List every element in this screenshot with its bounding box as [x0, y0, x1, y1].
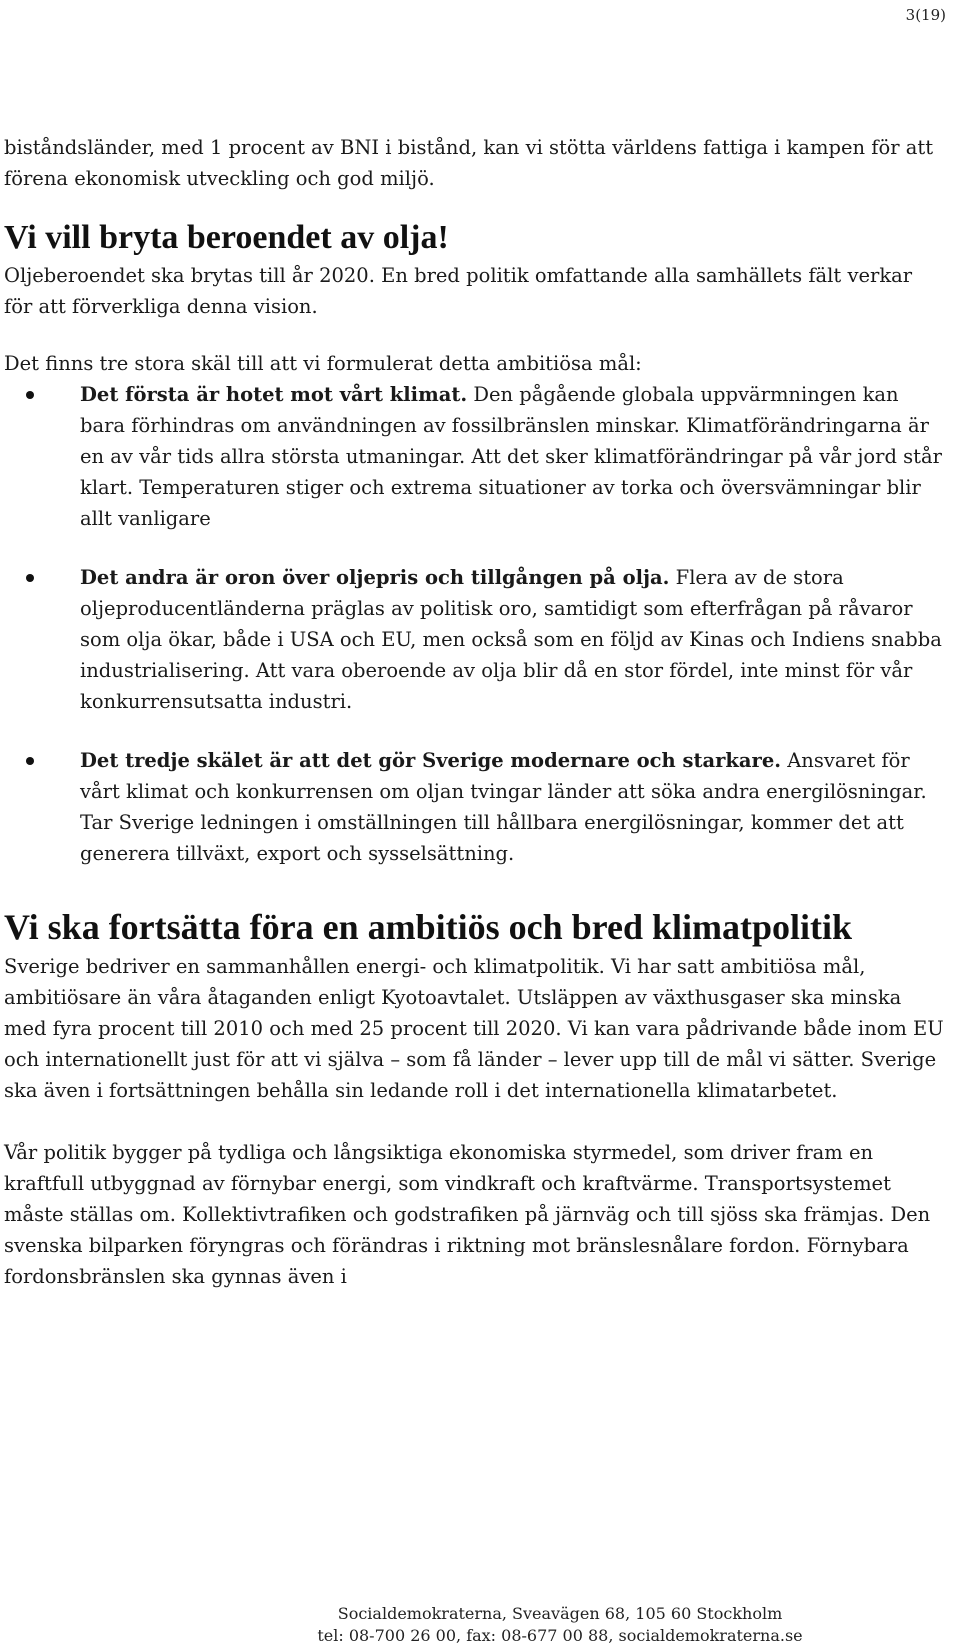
page-footer [0, 1603, 960, 1647]
section-paragraph-climate-2: Vår politik bygger på tydliga och långsiktiga ekonomiska styrmedel, som driver fram en kraftfull utbyggnad av förnybar energi, som vindkraft och kraftvärme. Transportsystemet måste ställas om. Kollektivtrafiken och godstrafiken på järnväg och till sjöss ska främjas. Den svenska bilparken föryngras och förändras i riktning mot bränslesnålare fordon. Förnybara fordonsbränslen ska gynnas även i [4, 1141, 931, 1288]
bullet-icon [26, 391, 34, 399]
reason-lead: Det tredje skälet är att det gör Sverige modernare och starkare. [80, 749, 782, 772]
list-item [4, 562, 944, 717]
section-paragraph-climate-1: Sverige bedriver en sammanhållen energi- och klimatpolitik. Vi har satt ambitiösa mål, ambitiösare än våra åtaganden enligt Kyotoavtalet. Utsläppen av växthusgaser ska minska med fyra procent till 2010 och med 25 procent till 2020. Vi kan vara pådrivande både inom EU och internationellt just för att vi själva – som få länder – lever upp till de mål vi sätter. Sverige ska även i fortsättningen behålla sin ledande roll i det internationella klimatarbetet. [4, 955, 944, 1102]
reason-text: Flera av de stora oljeproducentländerna präglas av politisk oro, samtidigt som efterfrågan på råvaror som olja ökar, både i USA och EU, men också som en följd av Kinas och Indiens snabba industrialisering. Att vara oberoende av olja blir då en stor fördel, inte minst för vår konkurrensutsatta industri. [80, 566, 942, 713]
reasons-list [4, 379, 944, 869]
document-body [4, 132, 944, 1292]
section-heading-oil: Vi vill bryta beroendet av olja! [4, 219, 449, 256]
list-item [4, 379, 944, 534]
bullet-icon [26, 757, 34, 765]
reason-text: Den pågående globala uppvärmningen kan bara förhindras om användningen av fossilbränslen minskar. Klimatförändringarna är en av vår tids allra största utmaningar. Att det sker klimatförändringar på vår jord står klart. Temperaturen stiger och extrema situationer av torka och översvämningar blir allt vanligare [80, 383, 942, 530]
intro-paragraph: biståndsländer, med 1 procent av BNI i bistånd, kan vi stötta världens fattiga i kampen för att förena ekonomisk utveckling och god miljö. [4, 136, 934, 190]
footer-address: Socialdemokraterna, Sveavägen 68, 105 60 Stockholm [337, 1604, 783, 1623]
section-paragraph-oil: Oljeberoendet ska brytas till år 2020. En bred politik omfattande alla samhällets fält verkar för att förverkliga denna vision. [4, 264, 913, 318]
list-item [4, 745, 944, 869]
bullet-icon [26, 574, 34, 582]
reason-lead: Det andra är oron över oljepris och tillgången på olja. [80, 566, 670, 589]
reasons-intro: Det finns tre stora skäl till att vi formulerat detta ambitiösa mål: [4, 352, 642, 375]
page-number: 3(19) [905, 6, 946, 24]
reason-text: Ansvaret för vårt klimat och konkurrensen om oljan tvingar länder att söka andra energilösningar. Tar Sverige ledningen i omställningen till hållbara energilösningar, kommer det att generera tillväxt, export och sysselsättning. [80, 749, 927, 865]
section-heading-climate: Vi ska fortsätta föra en ambitiös och bred klimatpolitik [4, 907, 853, 947]
footer-contact: tel: 08-700 26 00, fax: 08-677 00 88, socialdemokraterna.se [317, 1626, 803, 1645]
reason-lead: Det första är hotet mot vårt klimat. [80, 383, 468, 406]
